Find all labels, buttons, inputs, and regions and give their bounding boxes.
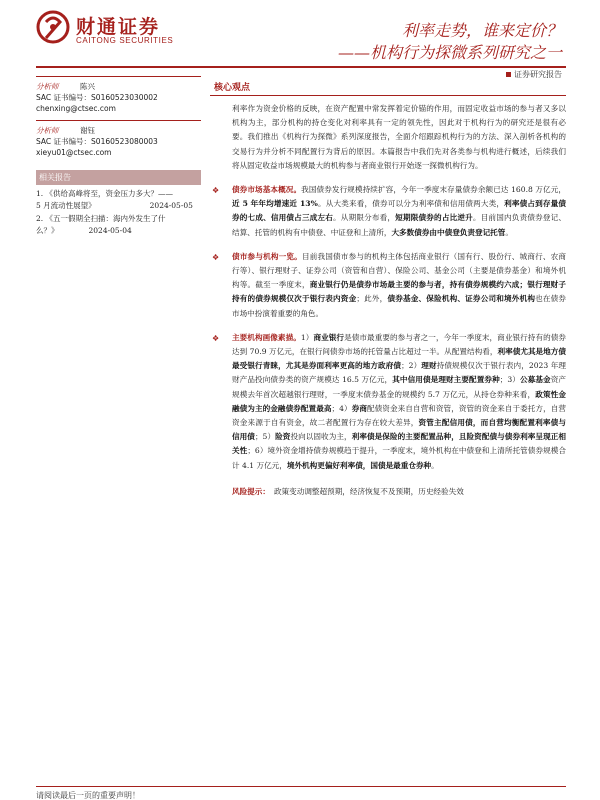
logo-mark-icon — [36, 10, 70, 44]
badge-square-icon — [506, 72, 511, 77]
body-text: ；此外， — [356, 294, 388, 304]
diamond-bullet-icon: ❖ — [212, 333, 220, 343]
bold-text: 理财 — [421, 361, 437, 371]
analyst-name: 陈兴 — [80, 82, 95, 91]
company-logo — [36, 10, 186, 50]
report-subtitle: ——机构行为探微系列研究之一 — [337, 43, 562, 62]
risk-lead: 风险提示： — [232, 486, 270, 496]
related-report-title-line2: 么？》 — [36, 226, 59, 235]
section-market-participants — [210, 250, 566, 321]
body-text: 。目前国内负责债券登记、结算、托管的机构有中债登、中证登和上清所， — [232, 213, 567, 237]
related-report-item[interactable] — [36, 188, 201, 212]
analyst-email[interactable]: xieyu01@ctsec.com — [36, 148, 112, 157]
diamond-bullet-icon: ❖ — [212, 186, 220, 196]
bold-text: 债券基金、保险机构、证券公司和境外机构 — [387, 294, 536, 304]
logo-subtitle: CAITONG SECURITIES — [76, 36, 174, 45]
related-report-date: 2024-05-04 — [88, 226, 132, 235]
related-reports-list — [36, 185, 201, 237]
footer-divider — [36, 786, 566, 787]
sac-label: SAC 证书编号： — [36, 93, 92, 102]
bold-text: 商业银行仍是债券市场最主要的参与者，持有债券规模约六成；银行理财子持有的债券规模仅次于银行表内资金 — [232, 280, 566, 304]
body-text: 。 — [431, 460, 439, 470]
bold-text: 利率债尤其是地方债最受银行青睐，尤其是券面利率更高的地方政府债 — [232, 347, 567, 371]
body-text: 投向以固收为主， — [290, 432, 352, 442]
body-text: 是债市最重要的参与者之一，今年一季度末，商业银行持有的债券达到 70.9 万亿元，在银行间债券市场的托管量占比超过一半。从配置结构看， — [232, 332, 567, 357]
analyst-role: 分析师 — [36, 126, 59, 135]
section-bond-market-overview — [210, 183, 566, 240]
bold-text: 商业银行 — [313, 332, 345, 342]
header-divider — [36, 66, 566, 68]
body-text: 我国债券发行规模持续扩容，今年一季度末存量债券余额已达 160.8 万亿元， — [301, 185, 566, 195]
analyst-card — [36, 121, 201, 164]
bold-text: 券商 — [351, 403, 367, 413]
sac-label: SAC 证书编号： — [36, 137, 92, 146]
analyst-card — [36, 77, 201, 120]
risk-text: 政策变动调整超预期，经济恢复不及预期，历史经验失效 — [273, 486, 464, 496]
body-text: 持债规模仅次于银行表内，2023 年理财产品投向债券类的资产规模达 16.5 万亿元， — [232, 361, 566, 385]
related-report-item[interactable] — [36, 213, 201, 237]
bold-text: 境外机构更偏好利率债，国债是最重仓券种 — [286, 460, 432, 470]
related-report-title-line2: 5 月流动性展望》 — [36, 201, 96, 210]
section-lead: 主要机构画像素描。 — [232, 332, 301, 342]
body-text: 1） — [300, 332, 314, 342]
sidebar — [36, 76, 201, 238]
report-title: 利率走势，谁来定价？ — [401, 21, 562, 40]
analyst-name: 谢钰 — [80, 126, 95, 135]
main-content — [210, 78, 566, 499]
body-text: ；5） — [254, 432, 276, 442]
bold-text: 险资 — [275, 432, 291, 442]
bold-text: 利率债是保险的主要配置品种，且险资配债与债券利率呈现正相关性 — [232, 432, 566, 456]
footer-disclaimer: 请阅读最后一页的重要声明！ — [36, 791, 140, 800]
section-institution-profiles — [210, 331, 566, 473]
body-text: ；4） — [331, 403, 352, 413]
logo-name: 财通证券 — [76, 16, 161, 38]
badge-label: 证券研究报告 — [514, 70, 562, 79]
body-text: 。 — [505, 227, 513, 237]
section-lead: 债市参与机构一览。 — [232, 251, 302, 261]
risk-warning — [210, 485, 566, 499]
bold-text: 公募基金 — [520, 375, 551, 385]
bold-text: 资管主配信用债，而自营均衡配置利率债与信用债 — [232, 418, 566, 442]
section-lead: 债券市场基本概况。 — [232, 185, 302, 195]
body-text: 。从期限分布看， — [333, 213, 396, 223]
bold-text: 利率债占到存量债券的七成、信用债占三成左右 — [232, 199, 567, 223]
body-text: ；6）境外资金增持债券规模趋于提升，一季度末，境外机构在中债登和上清所托管债券规模合计 4.1 万亿元， — [232, 446, 567, 470]
analyst-role: 分析师 — [36, 82, 59, 91]
bold-text: 短期限债券的占比逆升 — [395, 213, 473, 223]
bold-text: 政策性金融债为主的金融债券配置最高 — [232, 389, 567, 413]
sac-number: S0160523080003 — [91, 137, 158, 146]
body-text: 。从大类来看，债券可以分为利率债和信用债两大类， — [317, 199, 505, 209]
body-text: 也在债券市场中扮演着重要的角色。 — [232, 294, 567, 318]
diamond-bullet-icon: ❖ — [212, 252, 220, 262]
core-views-heading: 核心观点 — [210, 78, 566, 96]
bold-text: 近 5 年年均增速近 13% — [232, 199, 318, 209]
body-text: 配债资金来自自营和资管，资管的资金来自于委托方，自营资金来源于自有资金，故二者配置行为存在较大差异， — [232, 403, 566, 428]
related-report-title-line1: 2. 《五一假期全扫描：海内外发生了什 — [36, 214, 166, 223]
intro-paragraph: 利率作为资金价格的反映，在资产配置中常发挥着定价锚的作用，而固定收益市场的参与者又多以机构为主，部分机构的持仓变化对利率具有一定的领先性，因此对于机构行为的研究还是很有必要。我们推出《机构行为探微》系列深度报告，全面介绍跟踪机构行为的方法、深入剖析各机构的交易行为并分析不同配置行为背后的原因。本篇报告中我们先对各类参与机构进行概述，后续我们将从固定收益市场规模最大的机构参与者商业银行开始逐一探微机构行为。 — [232, 104, 566, 170]
related-reports-heading: 相关报告 — [36, 170, 201, 185]
body-text: ；2） — [401, 361, 422, 371]
bold-text: 大多数债券由中债登负责登记托管 — [391, 227, 506, 237]
bold-text: 其中信用债是理财主要配置券种 — [392, 375, 500, 385]
analyst-email[interactable]: chenxing@ctsec.com — [36, 104, 116, 113]
sac-number: S0160523030002 — [91, 93, 158, 102]
body-text: ；3） — [499, 375, 520, 385]
body-text: 资产规模去年首次超越银行理财，一季度末债券基金的规模约 5.7 万亿元，从持仓券种来看， — [232, 375, 567, 399]
related-report-title-line1: 1. 《供给高峰将至，资金压力多大？—— — [36, 189, 174, 198]
body-text: 目前我国债市参与的机构主体包括商业银行（国有行、股份行、城商行、农商行等）、银行理财子、证券公司（资管和自营）、保险公司、基金公司（主要是债券基金）和境外机构等。截至一季度末， — [232, 251, 567, 290]
related-report-date: 2024-05-05 — [149, 201, 193, 210]
